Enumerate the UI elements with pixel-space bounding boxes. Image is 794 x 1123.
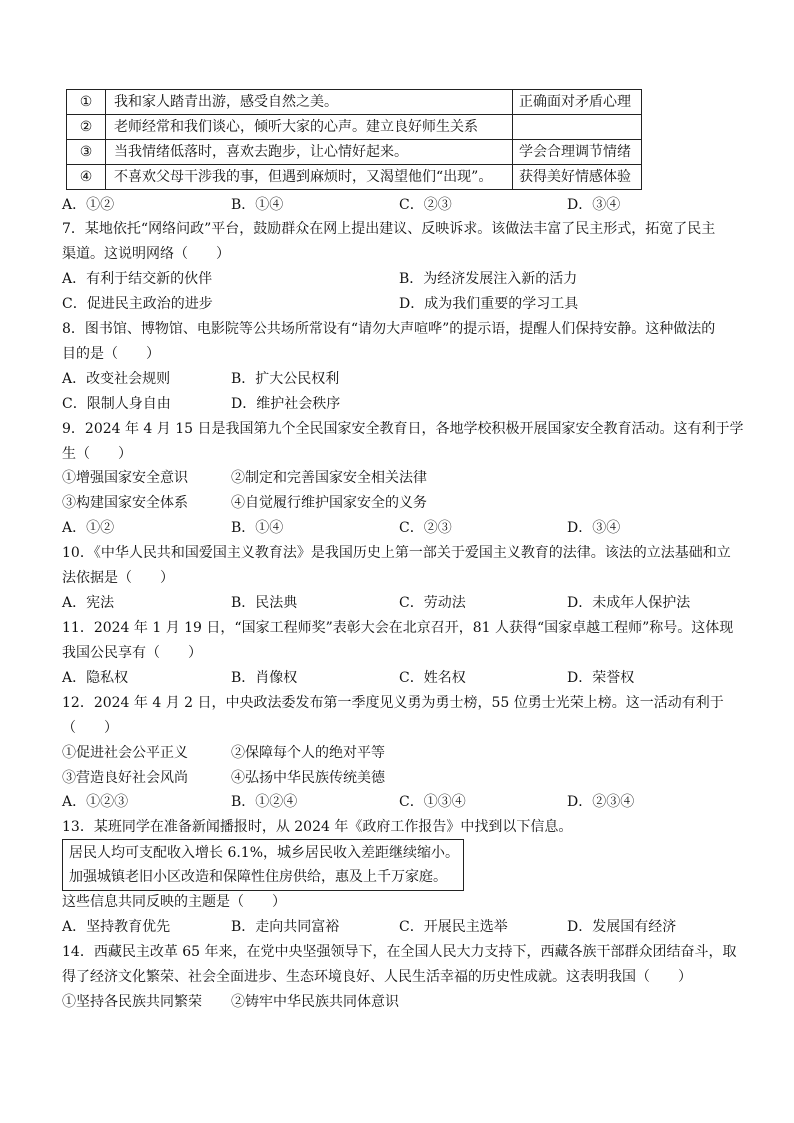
q7-option-b: B．为经济发展注入新的活力 (399, 271, 578, 287)
q7-stem-line1: 7．某地依托“网络问政”平台，鼓励群众在网上提出建议、反映诉求。该做法丰富了民主形式，拓宽了民主 (62, 221, 716, 237)
q9-item-4: ④自觉履行维护国家安全的义务 (231, 495, 427, 511)
q12-item-2: ②保障每个人的绝对平等 (231, 745, 385, 761)
q9-option-b: B．①④ (231, 520, 284, 536)
q9-option-c: C．②③ (399, 520, 452, 536)
q11-option-c: C．姓名权 (399, 670, 466, 686)
q6-option-c: C．②③ (399, 197, 452, 213)
q11-stem-line2: 我国公民享有（ ） (62, 645, 202, 661)
q12-item-3: ③营造良好社会风尚 (62, 770, 188, 786)
table-row (67, 140, 642, 165)
q13-option-b: B．走向共同富裕 (231, 919, 340, 935)
q13-option-d: D．发展国有经济 (567, 919, 677, 935)
q8-stem-line1: 8．图书馆、博物馆、电影院等公共场所常设有“请勿大声喧哗”的提示语，提醒人们保持安静。这种做法的 (62, 321, 716, 337)
q9-option-a: A．①② (62, 520, 115, 536)
q6-table (66, 89, 642, 190)
table-cell-num: ④ (67, 165, 106, 190)
q13-stem-line1: 13．某班同学在准备新闻播报时，从 2024 年《政府工作报告》中找到以下信息。 (62, 819, 573, 835)
q12-option-a: A．①②③ (62, 794, 129, 810)
table-cell-note: 正确面对矛盾心理 (513, 90, 642, 115)
q12-option-d: D．②③④ (567, 794, 635, 810)
q12-option-b: B．①②④ (231, 794, 298, 810)
q7-option-a: A．有利于结交新的伙伴 (62, 271, 213, 287)
q10-option-d: D．未成年人保护法 (567, 595, 691, 611)
q8-option-a: A．改变社会规则 (62, 371, 171, 387)
q7-option-d: D．成为我们重要的学习工具 (399, 296, 579, 312)
q13-question: 这些信息共同反映的主题是（ ） (62, 894, 286, 910)
q10-option-b: B．民法典 (231, 595, 298, 611)
q9-item-3: ③构建国家安全体系 (62, 495, 188, 511)
q11-option-d: D．荣誉权 (567, 670, 635, 686)
q6-option-b: B．①④ (231, 197, 284, 213)
q13-box-line1: 居民人均可支配收入增长 6.1%，城乡居民收入差距继续缩小。 (69, 845, 460, 861)
table-row (67, 115, 642, 140)
q11-stem-line1: 11．2024 年 1 月 19 日，“国家工程师奖”表彰大会在北京召开，81 人获得“国家卓越工程师”称号。这体现 (62, 620, 734, 636)
q8-stem-line2: 目的是（ ） (62, 346, 160, 362)
q13-box-line2: 加强城镇老旧小区改造和保障性住房供给，惠及上千万家庭。 (69, 869, 447, 885)
q12-stem-line2: （ ） (62, 720, 118, 736)
table-cell-num: ② (67, 115, 106, 140)
table-cell-content: 老师经常和我们谈心，倾听大家的心声。建立良好师生关系 (106, 115, 513, 140)
table-cell-num: ① (67, 90, 106, 115)
q8-option-c: C．限制人身自由 (62, 396, 171, 412)
q7-option-c: C．促进民主政治的进步 (62, 296, 213, 312)
q6-option-a: A．①② (62, 197, 115, 213)
q9-option-d: D．③④ (567, 520, 621, 536)
table-cell-content: 当我情绪低落时，喜欢去跑步，让心情好起来。 (106, 140, 513, 165)
q12-option-c: C．①③④ (399, 794, 466, 810)
q10-stem-line1: 10．《中华人民共和国爱国主义教育法》是我国历史上第一部关于爱国主义教育的法律。该法的立法基础和立 (62, 545, 731, 561)
table-cell-num: ③ (67, 140, 106, 165)
q14-item-1: ①坚持各民族共同繁荣 (62, 994, 202, 1010)
q13-option-c: C．开展民主选举 (399, 919, 508, 935)
table-row (67, 165, 642, 190)
q6-option-d: D．③④ (567, 197, 621, 213)
table-row (67, 90, 642, 115)
q11-option-b: B．肖像权 (231, 670, 298, 686)
table-cell-content: 我和家人踏青出游，感受自然之美。 (106, 90, 513, 115)
q9-stem-line1: 9．2024 年 4 月 15 日是我国第九个全民国家安全教育日，各地学校积极开展国家安全教育活动。这有利于学 (62, 421, 744, 437)
q12-item-1: ①促进社会公平正义 (62, 745, 188, 761)
q10-option-a: A．宪法 (62, 595, 115, 611)
q12-item-4: ④弘扬中华民族传统美德 (231, 770, 385, 786)
table-cell-content: 不喜欢父母干涉我的事，但遇到麻烦时，又渴望他们“出现”。 (106, 165, 513, 190)
table-cell-note: 获得美好情感体验 (513, 165, 642, 190)
q11-option-a: A．隐私权 (62, 670, 129, 686)
q12-stem-line1: 12．2024 年 4 月 2 日，中央政法委发布第一季度见义勇为勇士榜，55 位勇士光荣上榜。这一活动有利于 (62, 695, 724, 711)
q9-stem-line2: 生（ ） (62, 446, 132, 462)
q10-option-c: C．劳动法 (399, 595, 466, 611)
table-cell-note (513, 115, 642, 140)
q14-item-2: ②铸牢中华民族共同体意识 (231, 994, 399, 1010)
q10-stem-line2: 法依据是（ ） (62, 570, 174, 586)
q9-item-1: ①增强国家安全意识 (62, 470, 188, 486)
q13-option-a: A．坚持教育优先 (62, 919, 171, 935)
q7-stem-line2: 渠道。这说明网络（ ） (62, 246, 230, 262)
q8-option-d: D．维护社会秩序 (231, 396, 341, 412)
q9-item-2: ②制定和完善国家安全相关法律 (231, 470, 427, 486)
q14-stem-line1: 14．西藏民主改革 65 年来，在党中央坚强领导下，在全国人民大力支持下，西藏各族干部群众团结奋斗，取 (62, 944, 737, 960)
q14-stem-line2: 得了经济文化繁荣、社会全面进步、生态环境良好、人民生活幸福的历史性成就。这表明我国（ ） (62, 969, 692, 985)
q13-info-box (62, 839, 464, 891)
q8-option-b: B．扩大公民权利 (231, 371, 340, 387)
table-cell-note: 学会合理调节情绪 (513, 140, 642, 165)
